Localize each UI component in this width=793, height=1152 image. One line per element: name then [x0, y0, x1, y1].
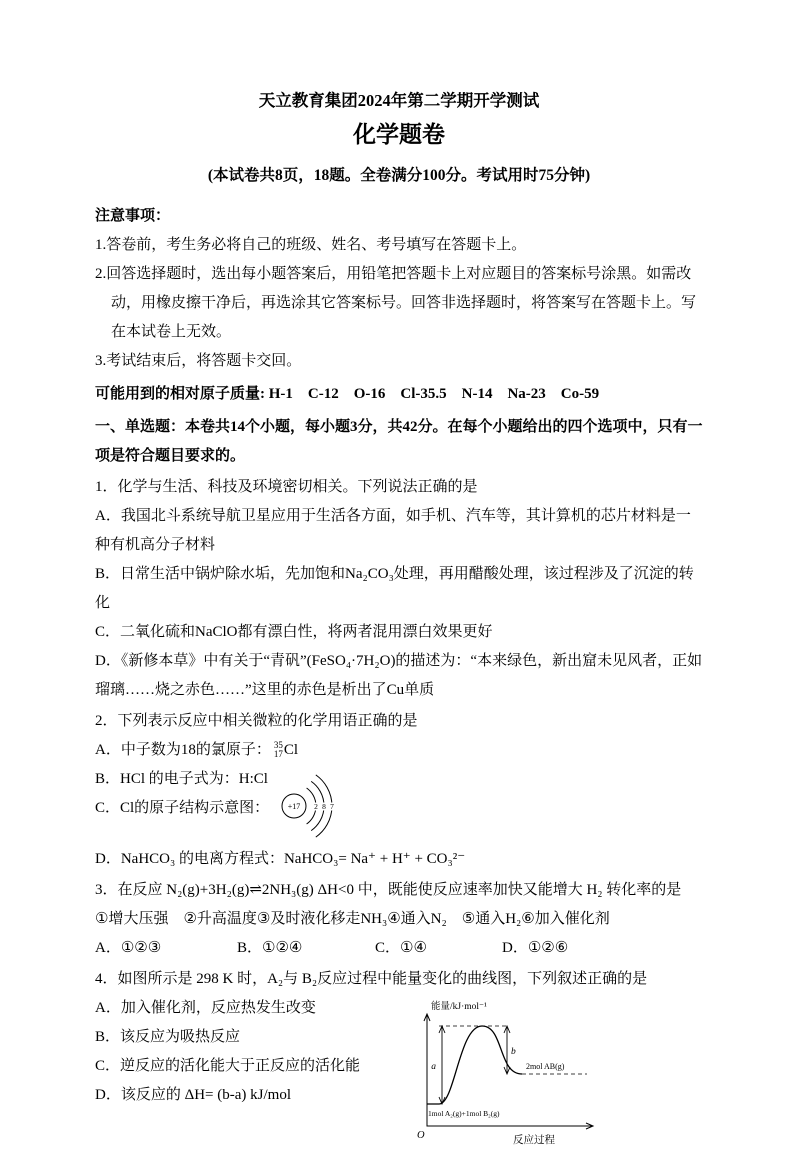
- question-2: [95, 707, 703, 874]
- atomic-masses-line: 可能用到的相对原子质量: H-1 C-12 O-16 Cl-35.5 N-14 Na-23 Co-59: [95, 386, 600, 402]
- q3-option-a: A．①②③: [95, 940, 162, 957]
- q3-option-c: C．①④: [375, 940, 427, 957]
- q2-option-d: D．NaHCO₃ 的电离方程式：NaHCO₃= Na⁺ + H⁺ + CO₃²⁻: [95, 851, 466, 868]
- q2-stem: 2．下列表示反应中相关微粒的化学用语正确的是: [95, 713, 418, 729]
- question-1: [95, 473, 703, 705]
- q4-option-b: B．该反应为吸热反应: [95, 1029, 241, 1046]
- reaction-progress-axis-label: 反应过程: [513, 1135, 555, 1147]
- q1-option-c: C．二氧化硫和NaClO都有漂白性，将两者混用漂白效果更好: [95, 624, 493, 640]
- q2-option-b: B．HCl 的电子式为：H:Cl: [95, 771, 268, 788]
- q1-option-d: D．《新修本草》中有关于“青矾”(FeSO₄·7H₂O)的描述为：“本来绿色，新出窟未见风者，正如瑠璃……烧之赤色……”这里的赤色是析出了Cu单质: [95, 653, 703, 698]
- energy-axis-label: 能量/kJ·mol⁻¹: [431, 1002, 487, 1013]
- question-3: [95, 876, 703, 963]
- q1-option-b: B．日常生活中锅炉除水垢，先加饱和Na₂CO₃处理，再用醋酸处理，该过程涉及了沉淀的转化: [95, 566, 694, 611]
- notices-heading: 注意事项：: [95, 208, 171, 224]
- isotope-proton-number: 17: [273, 748, 283, 759]
- q3-stem: 3．在反应 N₂(g)+3H₂(g)⇌2NH₃(g) ΔH<0 中，既能使反应速率加快又能增大 H₂ 转化率的是: [95, 882, 682, 899]
- shell3-electron-count: 7: [330, 802, 335, 812]
- nucleus-charge-label: +17: [287, 802, 301, 812]
- q4-option-c: C．逆反应的活化能大于正反应的活化能: [95, 1058, 361, 1075]
- notice-item-2: 2.回答选择题时，选出每小题答案后，用铅笔把答题卡上对应题目的答案标号涂黑。如需改动，用橡皮擦干净后，再选涂其它答案标号。回答非选择题时，将答案写在答题卡上。写在本试卷上无效。: [95, 266, 697, 340]
- q2-option-c: [95, 794, 703, 823]
- q4-stem: 4．如图所示是 298 K 时，A₂与 B₂反应过程中能量变化的曲线图，下列叙述正确的是: [95, 971, 648, 988]
- exam-meta: (本试卷共8页，18题。全卷满分100分。考试用时75分钟): [207, 167, 591, 184]
- question-4: [95, 965, 703, 1152]
- isotope-notation: [271, 736, 298, 765]
- q2-option-a: [95, 736, 703, 765]
- chlorine-atom-structure-diagram: [277, 794, 361, 823]
- q3-options-row: [95, 934, 703, 963]
- q3-option-b: B．①②④: [237, 940, 303, 957]
- isotope-mass-number: 35: [273, 739, 283, 750]
- origin-label: O: [417, 1130, 425, 1142]
- shell2-electron-count: 8: [322, 802, 327, 812]
- section-heading: 一、单选题：本卷共14个小题，每小题3分，共42分。在每个小题给出的四个选项中，只有一项是符合题目要求的。: [95, 419, 703, 464]
- q4-option-d: D．该反应的 ΔH= (b-a) kJ/mol: [95, 1087, 292, 1104]
- activation-energy-b-label: b: [511, 1047, 516, 1058]
- q2-option-c-text: C．Cl的原子结构示意图：: [95, 800, 270, 817]
- q2-option-a-text: A．中子数为18的氯原子：: [95, 742, 271, 758]
- energy-profile-diagram: [395, 994, 610, 1152]
- exam-title: 天立教育集团2024年第二学期开学测试: [258, 91, 540, 110]
- product-level-label: 2mol AB(g): [526, 1062, 565, 1072]
- notice-item-3: 3.考试结束后，将答题卡交回。: [95, 353, 302, 369]
- isotope-symbol: Cl: [283, 742, 299, 759]
- notice-item-1: 1.答卷前，考生务必将自己的班级、姓名、考号填写在答题卡上。: [95, 237, 527, 253]
- q3-option-d: D．①②⑥: [502, 940, 569, 957]
- q4-options: [95, 994, 395, 1110]
- activation-energy-a-label: a: [431, 1062, 436, 1073]
- q3-conditions: ①增大压强 ②升高温度③及时液化移走NH₃④通入N₂ ⑤通入H₂⑥加入催化剂: [95, 911, 610, 928]
- shell1-electron-count: 2: [314, 802, 319, 812]
- q1-option-a: A．我国北斗系统导航卫星应用于生活各方面，如手机、汽车等，其计算机的芯片材料是一种有机高分子材料: [95, 508, 691, 553]
- reactant-level-label: 1mol A₂(g)+1mol B₂(g): [428, 1109, 500, 1119]
- q4-option-a: A．加入催化剂，反应热发生改变: [95, 1000, 316, 1017]
- q1-stem: 1．化学与生活、科技及环境密切相关。下列说法正确的是: [95, 479, 478, 495]
- exam-subject: 化学题卷: [353, 122, 445, 147]
